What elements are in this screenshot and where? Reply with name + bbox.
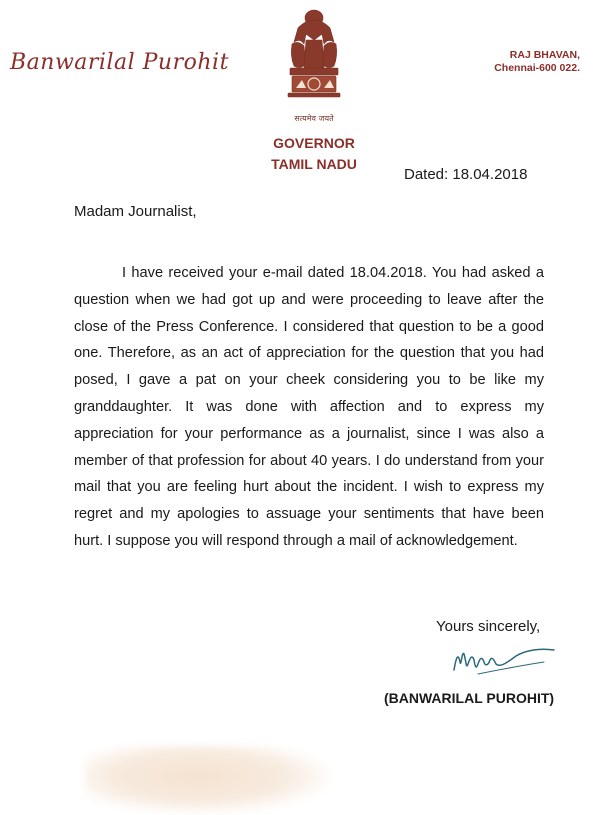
office-title [250, 133, 378, 175]
signature-icon [448, 640, 560, 682]
address-block [494, 49, 580, 75]
national-emblem-icon [278, 4, 350, 122]
emblem-motto: सत्यमेव जयते [294, 114, 334, 123]
letterhead-name: Banwarilal Purohit [10, 50, 229, 75]
signatory-name: (BANWARILAL PUROHIT) [384, 690, 555, 706]
closing: Yours sincerely, [436, 618, 541, 635]
office-line-governor: GOVERNOR [273, 135, 355, 151]
letter-date: Dated: 18.04.2018 [404, 166, 528, 183]
address-line-1: RAJ BHAVAN, [509, 49, 580, 61]
address-line-2: Chennai-600 022. [494, 62, 580, 74]
salutation: Madam Journalist, [74, 203, 197, 220]
letter-body: I have received your e-mail dated 18.04.2018. You had asked a question when we had got up and were proceeding to leave after the close of the Press Conference. I considered that question to be a good one. Therefore, as an act of appreciation for the question that you had posed, I gave a pat on your cheek considering you to be like my granddaughter. It was done with affection and to express my appreciation for your performance as a journalist, since I was also a member of that profession for about 40 years. I do understand from your mail that you are feeling hurt about the incident. I wish to express my regret and my apologies to assuage your sentiments that have been hurt. I suppose you will respond through a mail of acknowledgement. [74, 265, 544, 549]
office-line-state: TAMIL NADU [271, 156, 357, 172]
redacted-stamp [85, 745, 335, 815]
